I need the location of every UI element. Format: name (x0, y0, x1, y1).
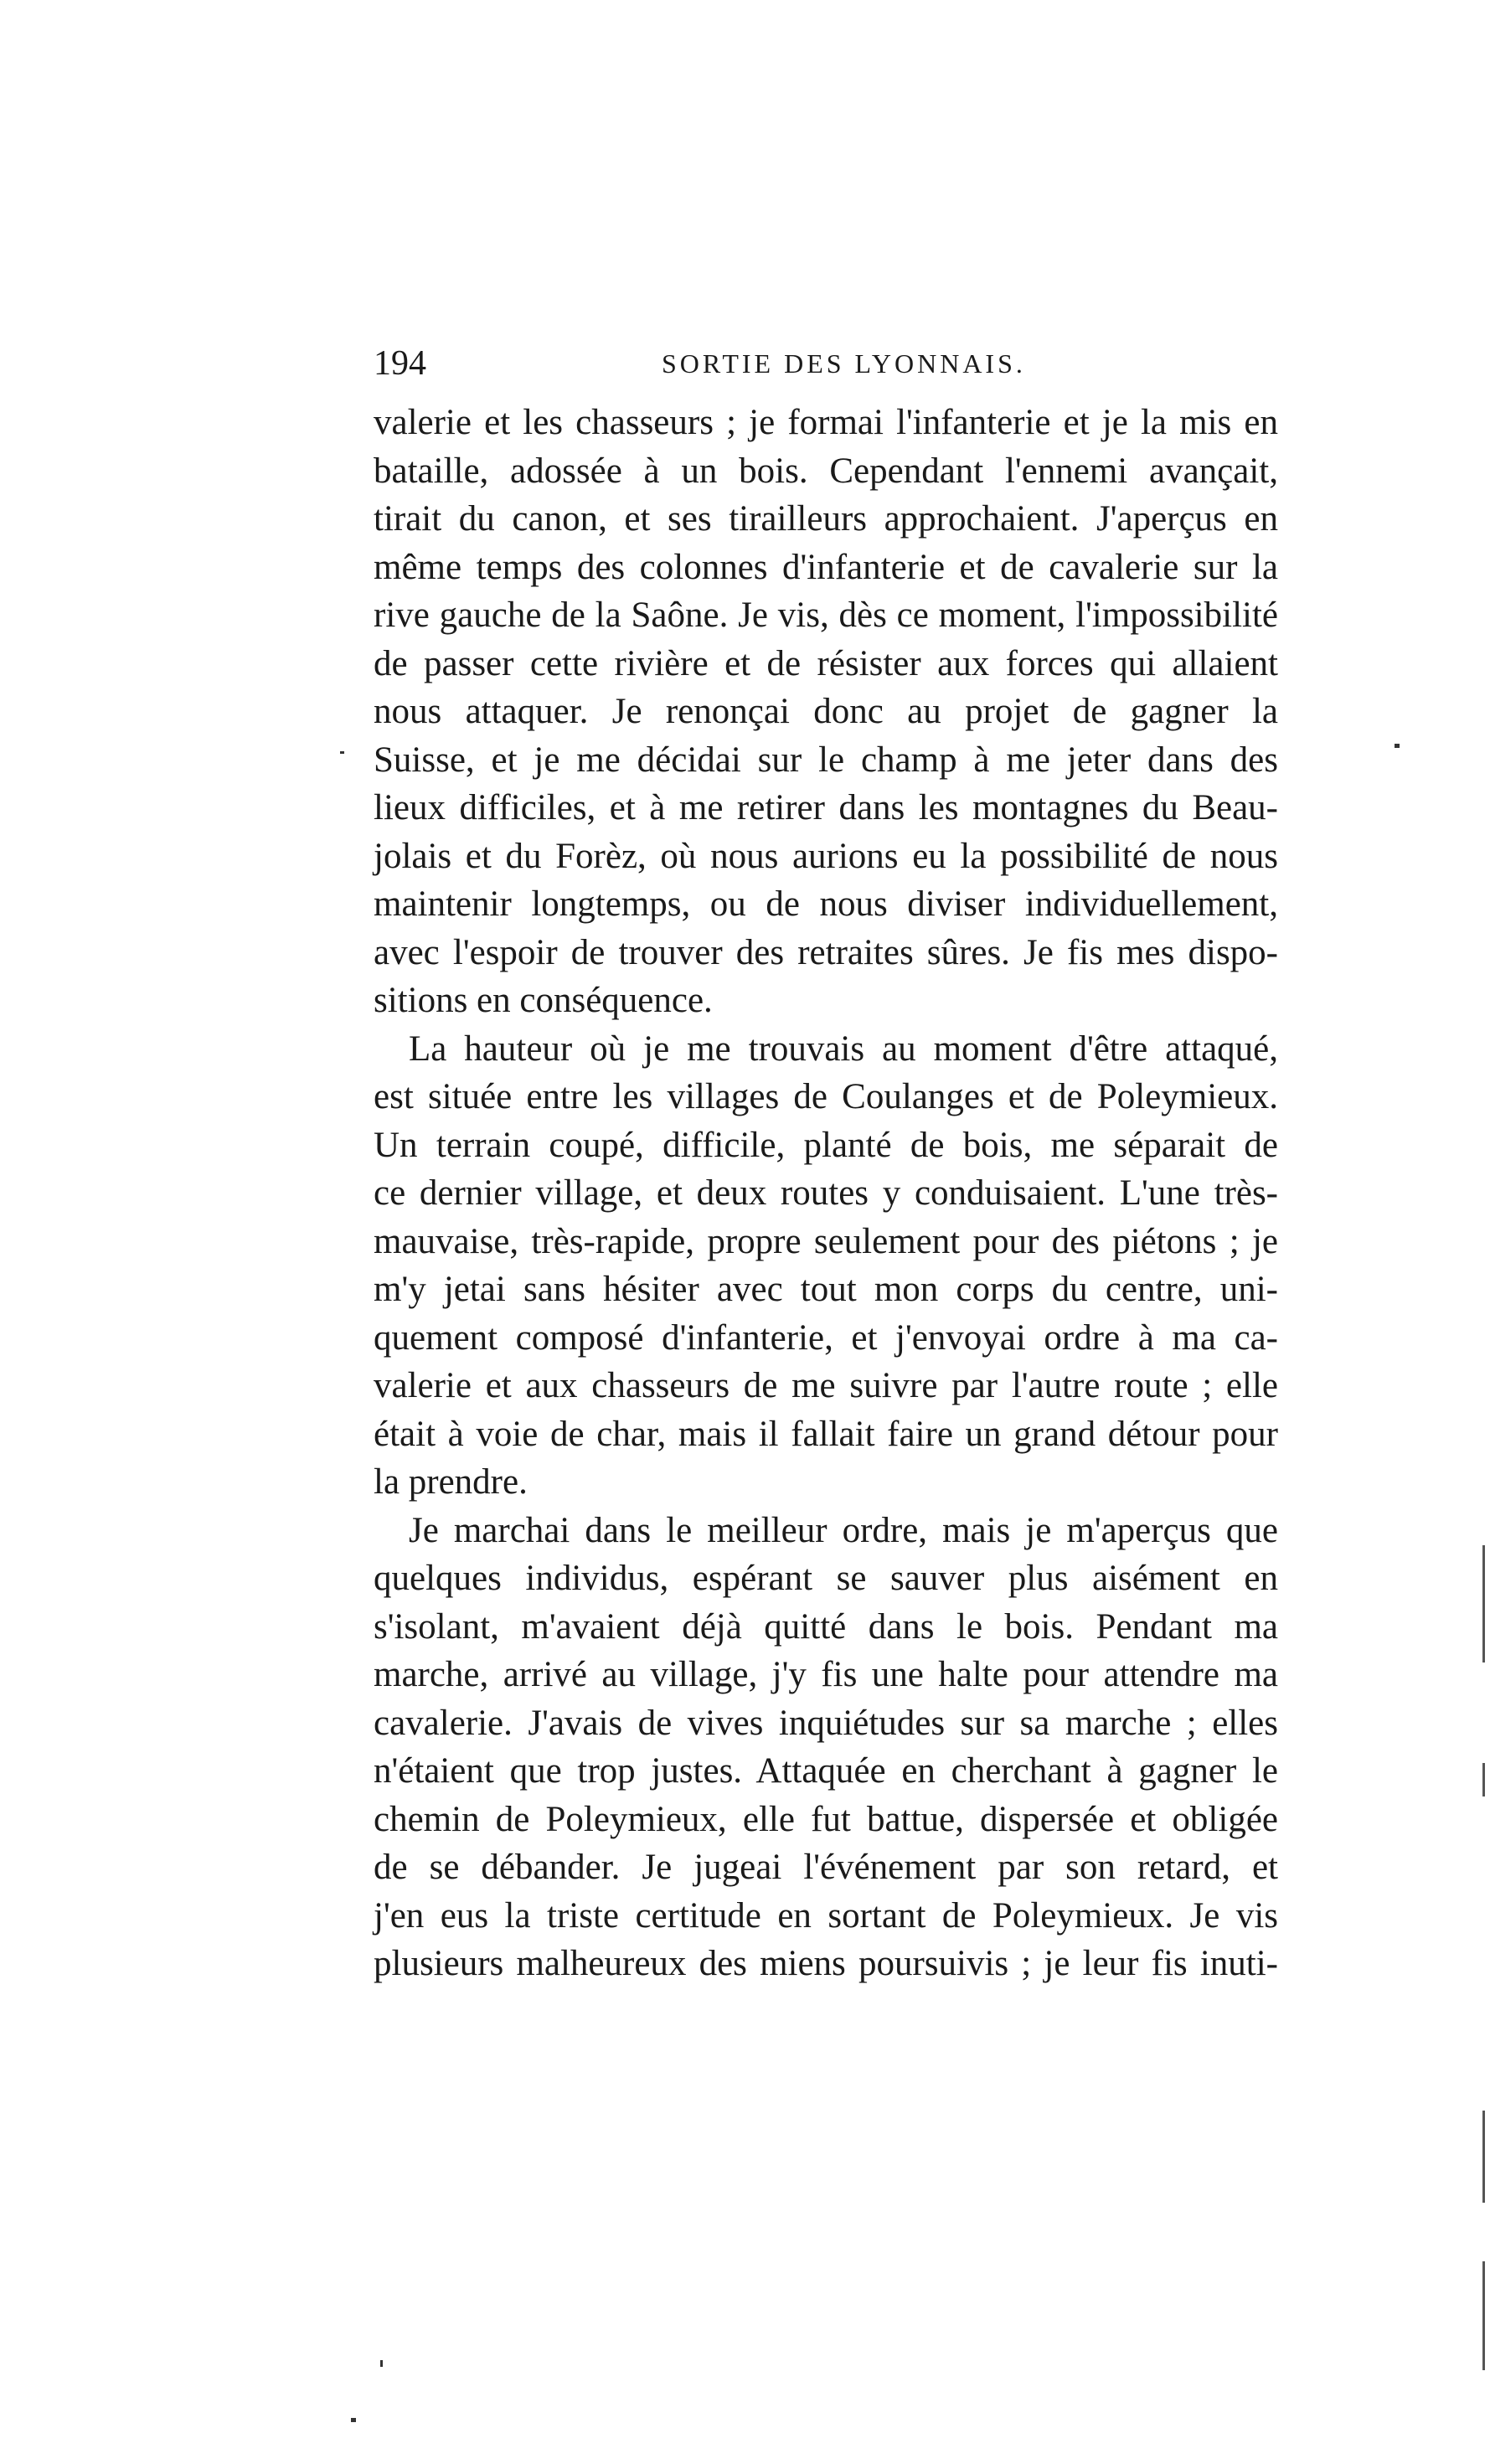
text-line: jolais et du Forèz, où nous aurions eu la possibilité de nous (374, 836, 1278, 876)
text-line: La hauteur où je me trouvais au moment d'être attaqué, (409, 1028, 1278, 1069)
scan-edge-mark (1482, 2111, 1485, 2203)
scan-speck (380, 2360, 383, 2367)
text-line: est située entre les villages de Coulanges et de Poleymieux. (374, 1077, 1278, 1116)
text-line: marche, arrivé au village, j'y fis une halte pour attendre ma (374, 1655, 1278, 1694)
text-line: Je marchai dans le meilleur ordre, mais je m'aperçus que (409, 1510, 1278, 1550)
paragraph-3 (374, 1507, 1278, 1988)
scan-edge-mark (1482, 1763, 1485, 1796)
text-line: quelques individus, espérant se sauver plus aisément en (374, 1559, 1278, 1598)
text-line: j'en eus la triste certitude en sortant de Poleymieux. Je vis (374, 1895, 1278, 1936)
text-line: même temps des colonnes d'infanterie et de cavalerie sur la (374, 547, 1278, 587)
paragraph-2 (374, 1025, 1278, 1507)
text-line: tirait du canon, et ses tirailleurs approchaient. J'aperçus en (374, 499, 1278, 539)
scan-edge-mark (1482, 1545, 1485, 1662)
text-line: valerie et les chasseurs ; je formai l'infanterie et je la mis en (374, 403, 1278, 442)
text-line: chemin de Poleymieux, elle fut battue, dispersée et obligée (374, 1799, 1278, 1839)
text-body (374, 399, 1278, 1988)
text-line: de se débander. Je jugeai l'événement par son retard, et (374, 1848, 1278, 1887)
paragraph-1 (374, 399, 1278, 1025)
text-line: de passer cette rivière et de résister aux forces qui allaient (374, 643, 1278, 683)
page-header (374, 338, 1278, 389)
text-line: quement composé d'infanterie, et j'envoyai ordre à ma ca- (374, 1317, 1278, 1358)
text-line: s'isolant, m'avaient déjà quitté dans le bois. Pendant ma (374, 1606, 1278, 1647)
scan-speck (1395, 744, 1400, 748)
text-line: bataille, adossée à un bois. Cependant l'ennemi avançait, (374, 451, 1278, 491)
text-line: rive gauche de la Saône. Je vis, dès ce moment, l'impossibilité (374, 595, 1278, 635)
text-line: Suisse, et je me décidai sur le champ à me jeter dans des (374, 740, 1278, 780)
text-line: nous attaquer. Je renonçai donc au projet de gagner la (374, 692, 1278, 731)
text-line: était à voie de char, mais il fallait faire un grand détour pour (374, 1414, 1278, 1454)
scan-speck (351, 2418, 356, 2422)
text-line: la prendre. (374, 1462, 528, 1502)
scan-speck (340, 751, 344, 754)
scan-edge-mark (1482, 2261, 1485, 2370)
text-line: plusieurs malheureux des miens poursuivis ; je leur fis inuti- (374, 1944, 1278, 1983)
text-line: m'y jetai sans hésiter avec tout mon corps du centre, uni- (374, 1270, 1278, 1309)
text-line: Un terrain coupé, difficile, planté de bois, me séparait de (374, 1125, 1278, 1165)
text-line: avec l'espoir de trouver des retraites sûres. Je fis mes dispo- (374, 932, 1278, 972)
text-line: cavalerie. J'avais de vives inquiétudes sur sa marche ; elles (374, 1703, 1278, 1743)
text-line: n'étaient que trop justes. Attaquée en cherchant à gagner le (374, 1751, 1278, 1791)
text-line: maintenir longtemps, ou de nous diviser individuellement, (374, 884, 1278, 924)
text-line: ce dernier village, et deux routes y conduisaient. L'une très- (374, 1173, 1278, 1213)
text-line: mauvaise, très-rapide, propre seulement pour des piétons ; je (374, 1221, 1278, 1261)
text-line: sitions en conséquence. (374, 981, 713, 1020)
running-head: SORTIE DES LYONNAIS. (662, 348, 1026, 379)
text-line: valerie et aux chasseurs de me suivre par l'autre route ; elle (374, 1366, 1278, 1405)
page-number: 194 (374, 344, 426, 383)
text-line: lieux difficiles, et à me retirer dans les montagnes du Beau- (374, 788, 1278, 827)
